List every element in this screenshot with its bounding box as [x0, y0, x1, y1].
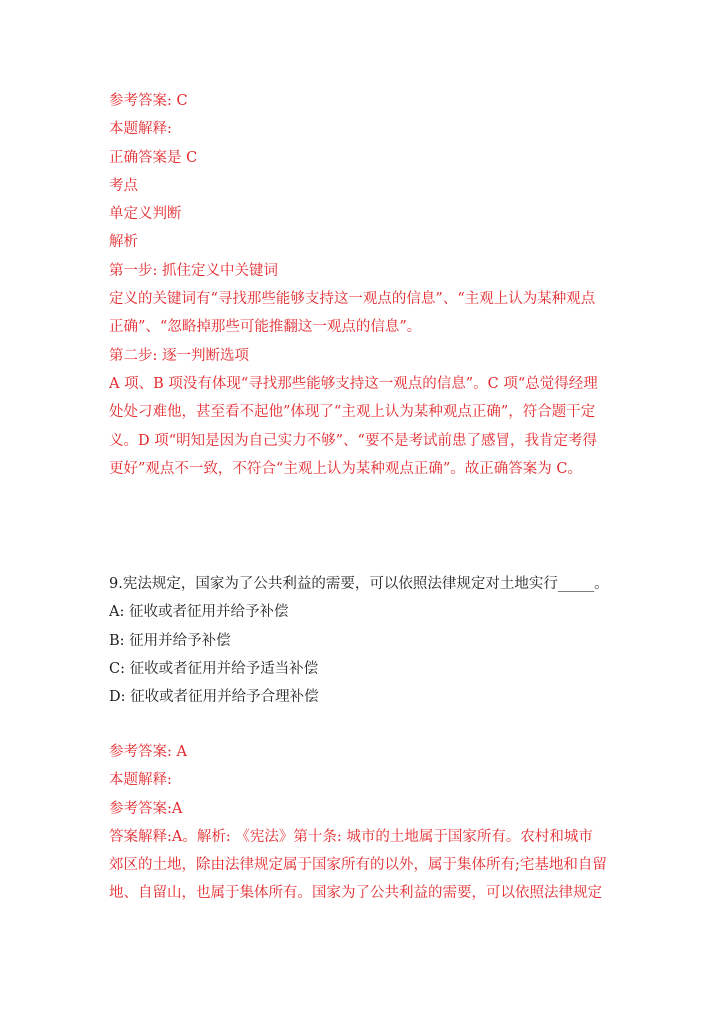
explanation-line: 义。D 项“明知是因为自己实力不够”、“要不是考试前患了感冒，我肯定考得 [109, 432, 597, 449]
answer-explanation-q8 [109, 87, 629, 483]
explanation-line: 定义的关键词有“寻找那些能够支持这一观点的信息”、“主观上认为某种观点 [109, 291, 596, 308]
explanation-line: 处处刁难他，甚至看不起他”体现了“主观上认为某种观点正确”，符合题干定 [109, 404, 596, 421]
option-b: B: 征用并给予补偿 [109, 632, 231, 649]
question-stem: 9.宪法规定，国家为了公共利益的需要，可以依照法律规定对土地实行_____。 [109, 576, 609, 592]
explanation-line: 解析 [109, 234, 138, 251]
explanation-line: 更好”观点不一致，不符合“主观上认为某种观点正确”。故正确答案为 C。 [109, 460, 582, 477]
answer-line: 正确答案是 C [109, 149, 198, 166]
explanation-line: 答案解释:A。解析: 《宪法》第十条: 城市的土地属于国家所有。农村和城市 [109, 828, 593, 845]
explanation-line: 第一步: 抓住定义中关键词 [109, 262, 278, 279]
question-9 [109, 570, 629, 711]
answer-line: 参考答案: C [109, 93, 188, 109]
explanation-line: A 项、B 项没有体现“寻找那些能够支持这一观点的信息”。C 项“总觉得经理 [109, 375, 598, 392]
explanation-heading: 本题解释: [109, 121, 172, 138]
option-d: D: 征收或者征用并给予合理补偿 [109, 689, 319, 706]
explanation-heading: 本题解释: [109, 772, 172, 789]
option-a: A: 征收或者征用并给予补偿 [109, 604, 289, 621]
explanation-line: 地、自留山，也属于集体所有。国家为了公共利益的需要，可以依照法律规定 [109, 885, 602, 902]
answer-explanation-q9 [109, 738, 629, 908]
explanation-line: 正确”、“忽略掉那些可能推翻这一观点的信息”。 [109, 319, 422, 336]
explanation-line: 单定义判断 [109, 206, 182, 223]
explanation-line: 考点 [109, 177, 138, 194]
explanation-line: 第二步: 逐一判断选项 [109, 347, 249, 364]
answer-line: 参考答案: A [109, 744, 187, 760]
answer-line: 参考答案:A [109, 800, 183, 817]
option-c: C: 征收或者征用并给予适当补偿 [109, 660, 319, 677]
explanation-line: 郊区的土地，除由法律规定属于国家所有的以外，属于集体所有;宅基地和自留 [109, 857, 607, 874]
